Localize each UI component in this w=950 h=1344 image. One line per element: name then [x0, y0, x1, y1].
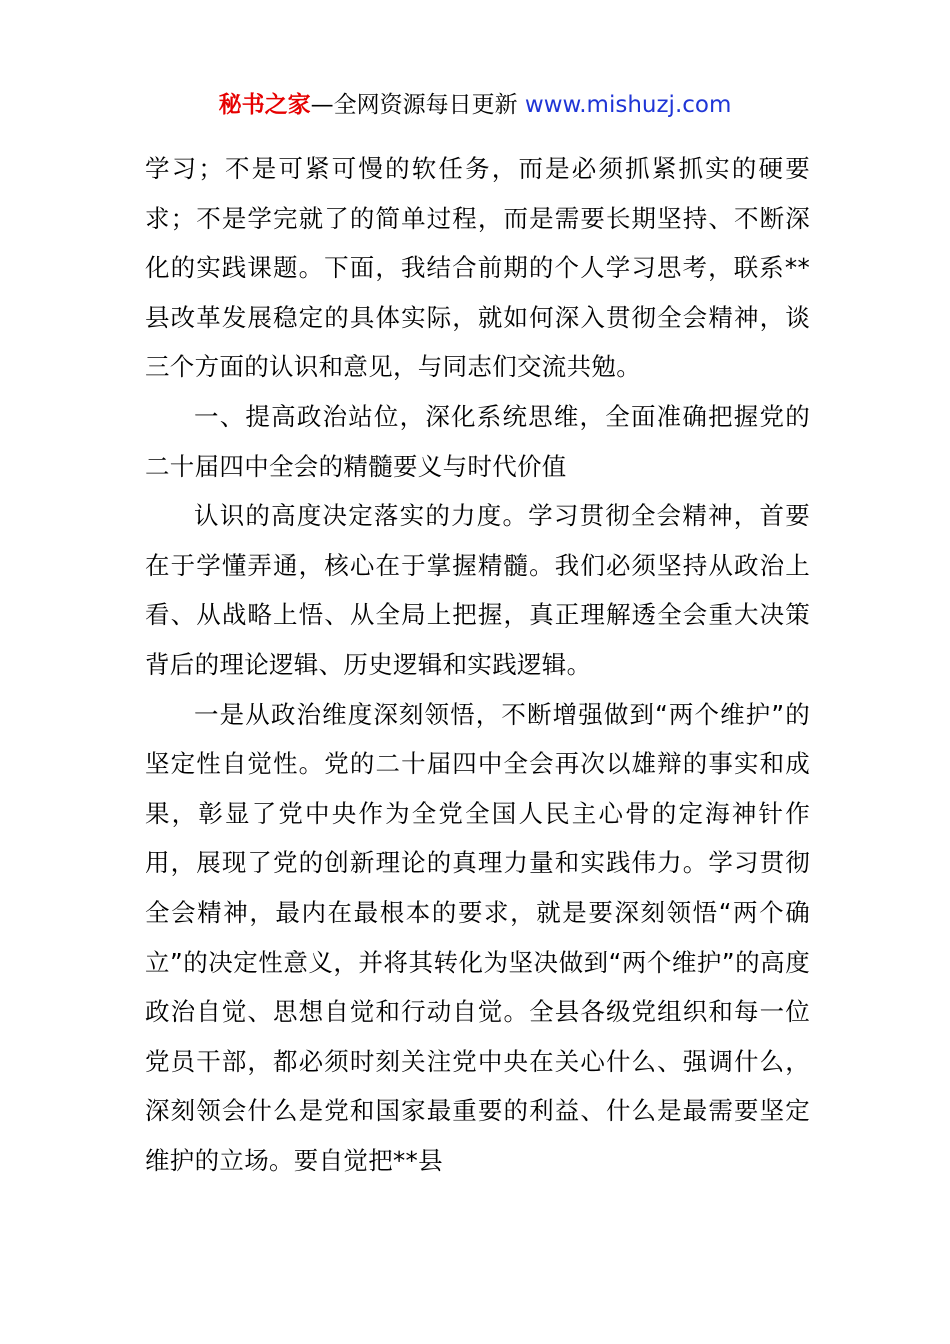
site-tagline: —全网资源每日更新: [310, 92, 525, 118]
paragraph: 一是从政治维度深刻领悟，不断增强做到“两个维护”的坚定性自觉性。党的二十届四中全会再次以雄辩的事实和成果，彰显了党中央作为全党全国人民主心骨的定海神针作用，展现了党的创新理论的真理力量和实践伟力。学习贯彻全会精神，最内在最根本的要求，就是要深刻领悟“两个确立”的决定性意义，并将其转化为坚决做到“两个维护”的高度政治自觉、思想自觉和行动自觉。全县各级党组织和每一位党员干部，都必须时刻关注党中央在关心什么、强调什么，深刻领会什么是党和国家最重要的利益、什么是最需要坚定维护的立场。要自觉把**县: [145, 699, 810, 1175]
paragraph-continued: 学习；不是可紧可慢的软任务，而是必须抓紧抓实的硬要求；不是学完就了的简单过程，而是需要长期坚持、不断深化的实践课题。下面，我结合前期的个人学习思考，联系**县改革发展稳定的具体实际，就如何深入贯彻全会精神，谈三个方面的认识和意见，与同志们交流共勉。: [145, 154, 810, 382]
site-brand: 秘书之家: [218, 92, 311, 118]
paragraph: 认识的高度决定落实的力度。学习贯彻全会精神，首要在于学懂弄通，核心在于掌握精髓。我们必须坚持从政治上看、从战略上悟、从全局上把握，真正理解透全会重大决策背后的理论逻辑、历史逻辑和实践逻辑。: [145, 501, 810, 679]
section-heading: 一、提高政治站位，深化系统思维，全面准确把握党的二十届四中全会的精髓要义与时代价值: [145, 401, 810, 481]
document-body: [145, 144, 810, 1185]
site-header: [0, 88, 950, 122]
site-url-link[interactable]: www.mishuzj.com: [524, 92, 732, 118]
